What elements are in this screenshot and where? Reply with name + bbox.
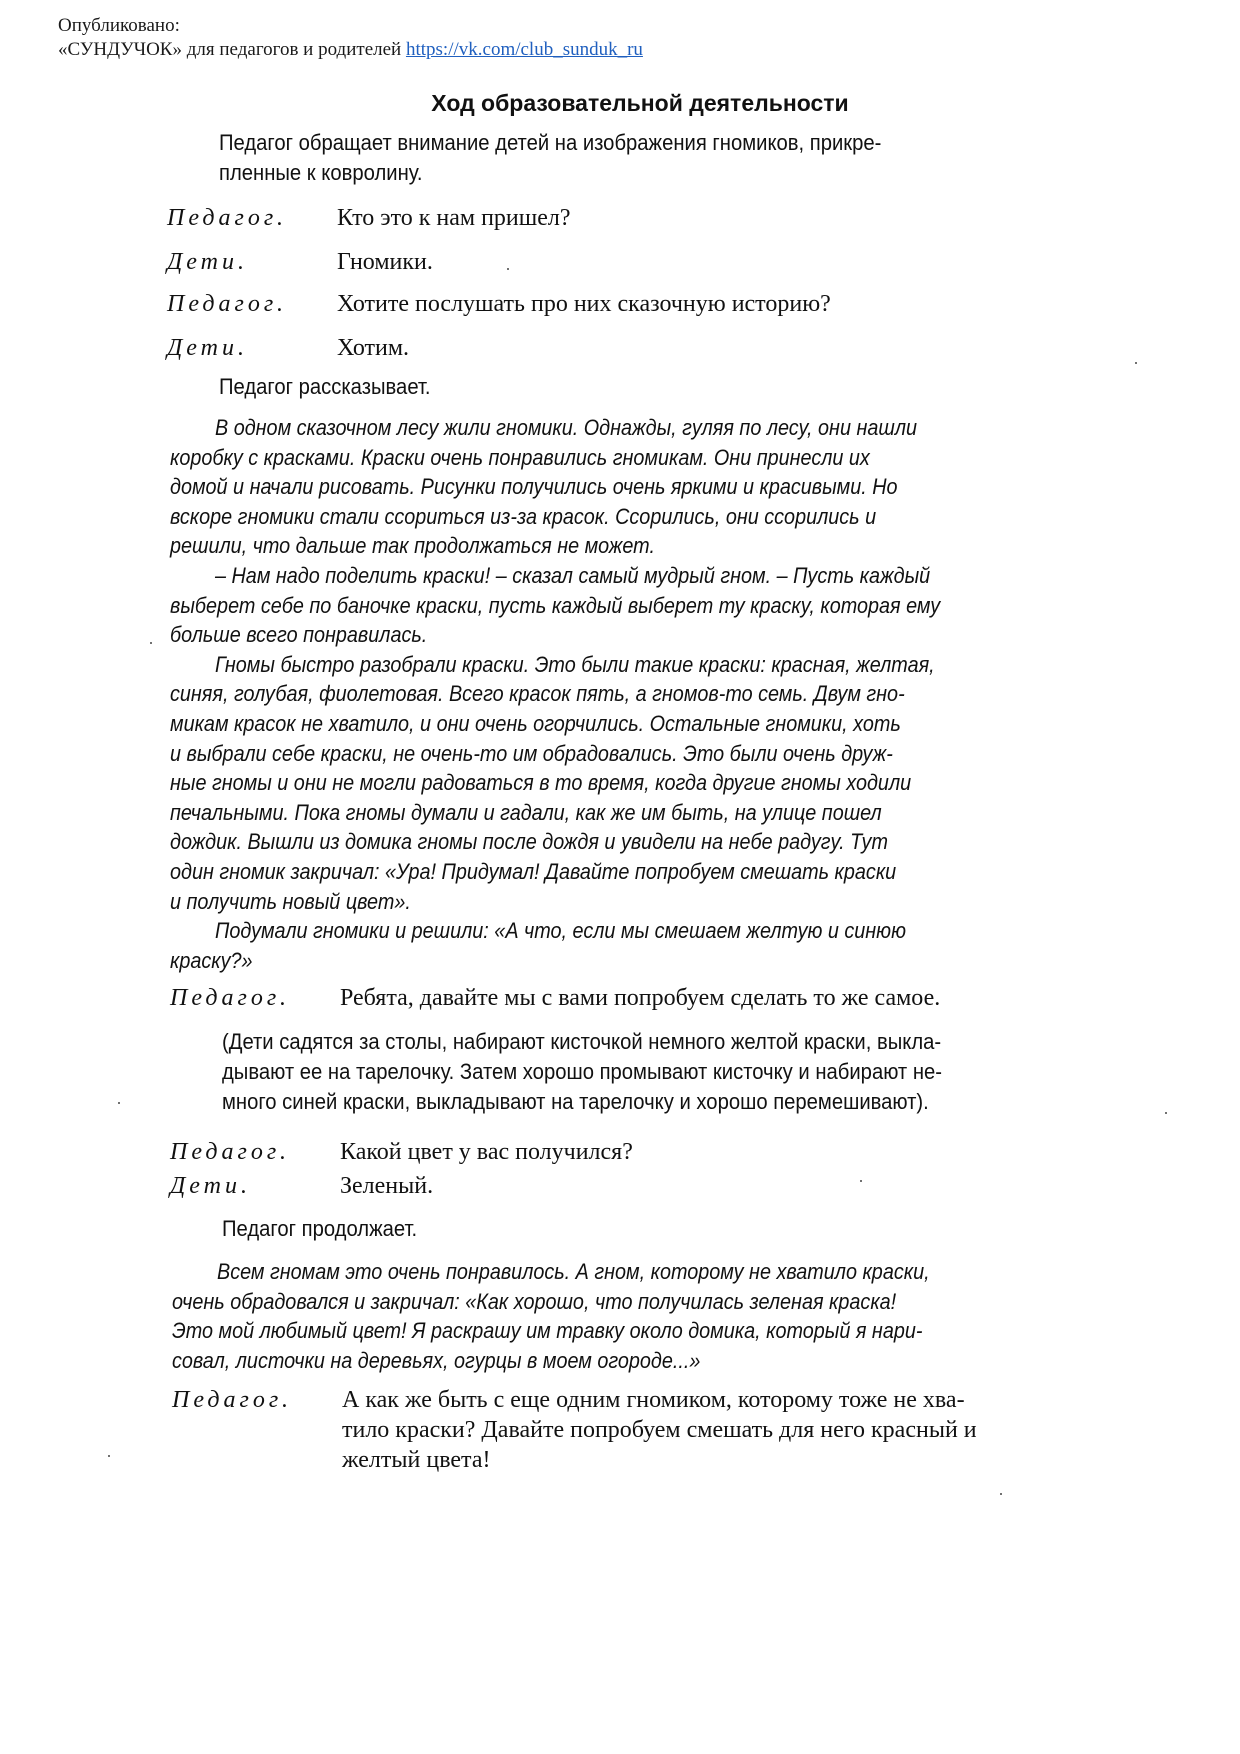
- intro-line: Педагог обращает внимание детей на изображения гномиков, прикре-: [219, 130, 882, 155]
- narration: Педагог продолжает.: [222, 1216, 418, 1241]
- story-line: и выбрали себе краски, не очень-то им обрадовались. Это были очень друж-: [170, 740, 893, 766]
- scan-speck: [108, 1455, 110, 1457]
- utterance: Ребята, давайте мы с вами попробуем сделать то же самое.: [340, 985, 941, 1011]
- story-line: микам красок не хватило, и они очень огорчились. Остальные гномики, хоть: [170, 710, 901, 736]
- speaker-label: Дети.: [167, 249, 248, 275]
- story-paragraph: [172, 1257, 1072, 1375]
- utterance: Гномики.: [337, 249, 433, 275]
- story-line: Гномы быстро разобрали краски. Это были такие краски: красная, желтая,: [215, 651, 935, 677]
- dialog-line: [167, 203, 1137, 233]
- story-line: решили, что дальше так продолжаться не может.: [170, 533, 655, 559]
- speaker-label: Дети.: [170, 1173, 251, 1199]
- utterance: Какой цвет у вас получился?: [340, 1139, 633, 1165]
- scan-speck: [118, 1102, 120, 1104]
- speaker-label: Педагог.: [167, 291, 287, 317]
- story-line: печальными. Пока гномы думали и гадали, как же им быть, на улице пошел: [170, 799, 882, 825]
- scan-speck: [1135, 362, 1137, 364]
- utterance: Хотите послушать про них сказочную историю?: [337, 291, 831, 317]
- story-line: – Нам надо поделить краски! – сказал самый мудрый гном. – Пусть каждый: [215, 562, 931, 588]
- story-line: коробку с красками. Краски очень понравились гномикам. Они принесли их: [170, 444, 870, 470]
- story-line: вскоре гномики стали ссориться из-за красок. Ссорились, они ссорились и: [170, 503, 877, 529]
- speaker-label: Педагог.: [172, 1387, 292, 1413]
- story-line: больше всего понравилась.: [170, 622, 428, 648]
- story-line: очень обрадовался и закричал: «Как хорошо, что получилась зеленая краска!: [172, 1288, 897, 1314]
- intro-paragraph: [219, 128, 1047, 188]
- story-line: домой и начали рисовать. Рисунки получились очень яркими и красивыми. Но: [170, 474, 898, 500]
- story-line: Подумали гномики и решили: «А что, если мы смешаем желтую и синюю: [215, 918, 906, 944]
- source-link[interactable]: https://vk.com/club_sunduk_ru: [405, 39, 643, 60]
- source-text: «СУНДУЧОК» для педагогов и родителей: [58, 39, 402, 60]
- instruction-line: дывают ее на тарелочку. Затем хорошо промывают кисточку и набирают не-: [222, 1059, 943, 1084]
- speaker-label: Педагог.: [170, 985, 290, 1011]
- utterance: Кто это к нам пришел?: [337, 205, 571, 231]
- dialog-line: [167, 333, 1137, 363]
- story-line: краску?»: [170, 947, 253, 973]
- speaker-label: Дети.: [167, 335, 248, 361]
- page-title: Ход образовательной деятельности: [431, 90, 849, 116]
- speaker-label: Педагог.: [170, 1139, 290, 1165]
- speaker-label: Педагог.: [167, 205, 287, 231]
- story-paragraph: [170, 413, 1070, 975]
- publication-header: [58, 14, 643, 62]
- source-line: [58, 38, 643, 62]
- story-line: выберет себе по баночке краски, пусть каждый выберет ту краску, которая ему: [170, 592, 941, 618]
- intro-line: пленные к ковролину.: [219, 160, 423, 185]
- narration: Педагог рассказывает.: [219, 374, 431, 399]
- utterance: Хотим.: [337, 335, 410, 361]
- scan-speck: [1165, 1112, 1167, 1114]
- story-line: В одном сказочном лесу жили гномики. Однажды, гуляя по лесу, они нашли: [215, 415, 917, 440]
- story-line: Всем гномам это очень понравилось. А гном, которому не хватило краски,: [217, 1259, 930, 1284]
- story-line: и получить новый цвет».: [170, 888, 411, 914]
- utterance: [342, 1385, 1142, 1475]
- dialog-line: [172, 1385, 1142, 1475]
- story-line: дождик. Вышли из домика гномы после дождя и увидели на небе радугу. Тут: [170, 829, 888, 855]
- utterance: Зеленый.: [340, 1173, 434, 1199]
- scan-speck: [860, 1180, 862, 1182]
- utterance-line: желтый цвета!: [342, 1447, 491, 1473]
- instruction-line: (Дети садятся за столы, набирают кисточкой немного желтой краски, выкла-: [222, 1029, 942, 1054]
- scan-speck: [150, 642, 152, 644]
- scan-speck: [1000, 1493, 1002, 1495]
- dialog-line: [170, 983, 1140, 1013]
- dialog-line: [170, 1171, 1140, 1201]
- utterance-line: тило краски? Давайте попробуем смешать для него красный и: [342, 1417, 977, 1443]
- story-line: совал, листочки на деревьях, огурцы в моем огороде...»: [172, 1347, 701, 1373]
- scan-speck: [507, 268, 509, 270]
- dialog-line: [167, 289, 1137, 319]
- utterance-line: А как же быть с еще одним гномиком, которому тоже не хва-: [342, 1387, 965, 1413]
- story-line: один гномик закричал: «Ура! Придумал! Давайте попробуем смешать краски: [170, 858, 897, 884]
- story-line: Это мой любимый цвет! Я раскрашу им травку около домика, который я нари-: [172, 1318, 923, 1344]
- instruction-paragraph: [222, 1027, 1105, 1117]
- dialog-line: [167, 247, 1137, 277]
- story-line: ные гномы и они не могли радоваться в то время, когда другие гномы ходили: [170, 770, 912, 796]
- instruction-line: много синей краски, выкладывают на тарелочку и хорошо перемешивают).: [222, 1089, 929, 1114]
- dialog-line: [170, 1137, 1140, 1167]
- story-line: синяя, голубая, фиолетовая. Всего красок пять, а гномов-то семь. Двум гно-: [170, 681, 905, 707]
- published-label: Опубликовано:: [58, 15, 180, 36]
